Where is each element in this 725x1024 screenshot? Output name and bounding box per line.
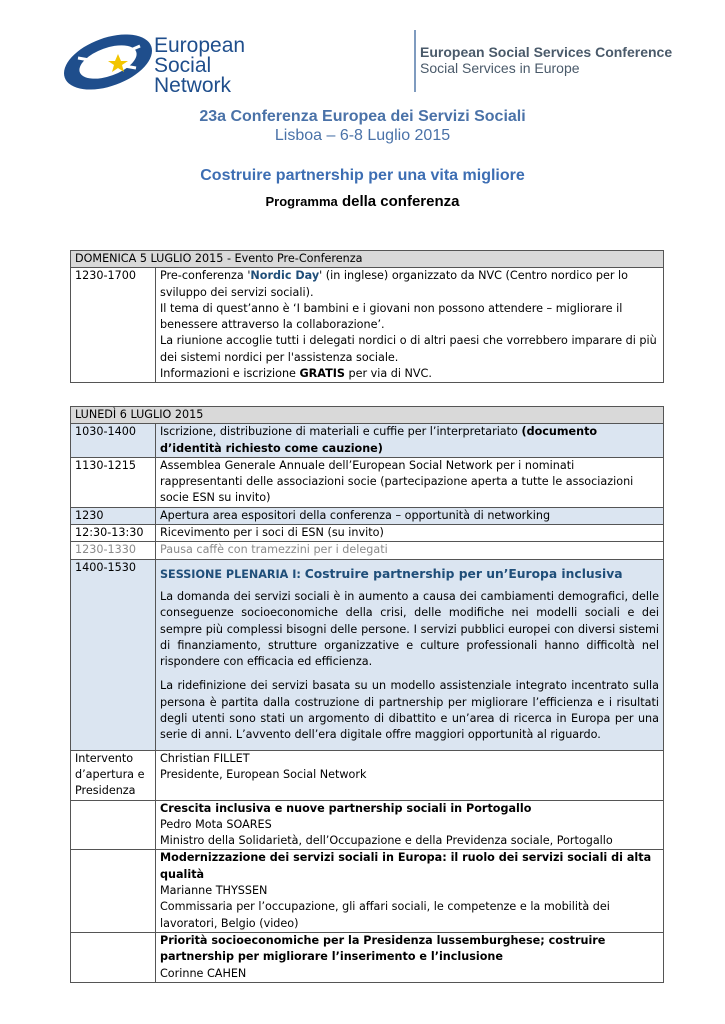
main-title: 23a Conferenza Europea dei Servizi Sociali xyxy=(199,108,526,125)
page-header xyxy=(0,0,725,110)
header-divider xyxy=(414,30,416,92)
nordic-day-label: Nordic Day xyxy=(250,269,320,283)
talk-title: Crescita inclusiva e nuove partnership sociali in Portogallo xyxy=(160,801,532,815)
talk-title: Priorità socioeconomiche per la Presidenza lussemburghese; costruire partnership per migliorare l’inserimento e l’inclusione xyxy=(160,933,606,964)
speaker-name: Marianne THYSSEN xyxy=(160,884,268,898)
table-row xyxy=(71,800,664,850)
text: ' (in inglese) organizzato da NVC (Centro nordico per lo sviluppo dei servizi sociali). xyxy=(160,269,629,299)
text: Il tema di quest’anno è ‘I bambini e i giovani non possono attendere – migliorare il benessere attraverso la collaborazione’. xyxy=(160,301,623,332)
programme-rest: della conferenza xyxy=(341,193,460,210)
logo-word-3: Network xyxy=(154,74,232,97)
time-cell: 1230 xyxy=(71,507,156,524)
speaker-role: Commissaria per l’occupazione, gli affari sociali, le competenze e la mobilità dei lavoratori, Belgio (video) xyxy=(160,900,610,930)
conference-title: European Social Services Conference xyxy=(420,44,673,60)
time-cell: 1030-1400 xyxy=(71,424,156,458)
speaker-role: Ministro della Solidarietà, dell’Occupazione e della Previdenza sociale, Portogallo xyxy=(160,834,613,848)
text: La riunione accoglie tutti i delegati nordici o di altri paesi che vorrebbero imparare di più dei sistemi nordici per l'assistenza sociale. xyxy=(160,334,657,364)
logo-word-1: European xyxy=(154,34,246,57)
conference-subtitle: Social Services in Europe xyxy=(420,60,580,76)
speaker-name: Christian FILLET xyxy=(160,751,250,765)
table-row xyxy=(71,542,664,559)
text: Pre-conferenza ' xyxy=(160,269,251,283)
monday-header: LUNEDÌ 6 LUGLIO 2015 xyxy=(71,407,664,424)
event-cell xyxy=(156,424,664,458)
speaker-name: Corinne CAHEN xyxy=(160,966,247,980)
session-title: Costruire partnership per un’Europa inclusiva xyxy=(304,566,623,581)
logo-wordmark xyxy=(154,36,245,96)
table-row xyxy=(71,850,664,932)
session-heading xyxy=(160,566,659,583)
event-cell: Apertura area espositori della conferenza – opportunità di networking xyxy=(156,507,664,524)
table-row xyxy=(71,424,664,458)
session-row xyxy=(71,559,664,750)
location-date: Lisboa – 6-8 Luglio 2015 xyxy=(274,127,451,144)
talk-cell xyxy=(156,800,664,850)
time-cell: 1230-1330 xyxy=(71,542,156,559)
speaker-cell xyxy=(156,750,664,800)
gratis-label: GRATIS xyxy=(299,367,345,381)
monday-table xyxy=(70,406,664,983)
text: per via di NVC. xyxy=(344,367,432,381)
sunday-table xyxy=(70,250,664,383)
table-row xyxy=(71,932,664,982)
table-row xyxy=(71,268,664,383)
talk-cell xyxy=(156,932,664,982)
session-paragraph: La domanda dei servizi sociali è in aumento a causa dei cambiamenti demografici, delle conseguenze socioeconomiche della crisi, delle modifiche nei modelli sociali e dei sempre più complessi bisogni delle persone. I servizi pubblici europei con diversi sistemi di finanziamento, strutture organizzative e culture professionali hanno difficoltà nel rispondere con efficacia ed efficienza. xyxy=(160,589,659,669)
table-row xyxy=(71,525,664,542)
logo-word-2: Social xyxy=(154,54,212,77)
table-row xyxy=(71,457,664,507)
event-cell: Pausa caffè con tramezzini per i delegati xyxy=(156,542,664,559)
table-row xyxy=(71,507,664,524)
conference-theme: Costruire partnership per una vita migliore xyxy=(200,167,525,184)
table-header-row xyxy=(71,251,664,268)
session-label: SESSIONE PLENARIA I: xyxy=(160,567,305,581)
sunday-header: DOMENICA 5 LUGLIO 2015 - Evento Pre-Conferenza xyxy=(71,251,664,268)
table-header-row xyxy=(71,407,664,424)
speaker-role: Presidente, European Social Network xyxy=(160,767,367,781)
time-cell: 1400-1530 xyxy=(71,559,156,750)
event-cell: Ricevimento per i soci di ESN (su invito) xyxy=(156,525,664,542)
programme-word: Programma xyxy=(265,194,338,209)
text: Iscrizione, distribuzione di materiali e cuffie per l’interpretariato xyxy=(160,425,522,439)
time-cell xyxy=(71,800,156,850)
time-cell: 12:30-13:30 xyxy=(71,525,156,542)
programme-heading xyxy=(0,193,725,210)
text: Informazioni e iscrizione xyxy=(160,367,300,381)
talk-cell xyxy=(156,850,664,932)
speaker-name: Pedro Mota SOARES xyxy=(160,817,272,831)
session-paragraph: La ridefinizione dei servizi basata su un modello assistenziale integrato incentrato sulla persona è partita dalla costruzione di partnership per migliorare l’efficienza e i risultati degli utenti sono stati un argomento di dibattito e un’area di ricerca in Europa per una serie di anni. L’avvento dell’era digitale offre maggiori opportunità al riguardo. xyxy=(160,679,659,742)
time-cell: 1230-1700 xyxy=(71,268,156,383)
bold-note: (documento d’identità richiesto come cauzione) xyxy=(160,425,598,455)
session-cell xyxy=(156,559,664,750)
opening-label: Intervento d’apertura e Presidenza xyxy=(71,750,156,800)
time-cell: 1130-1215 xyxy=(71,457,156,507)
nordic-day-cell xyxy=(156,268,664,383)
table-row xyxy=(71,750,664,800)
time-cell xyxy=(71,932,156,982)
event-cell: Assemblea Generale Annuale dell’European Social Network per i nominati rappresentanti delle associazioni socie (partecipazione aperta a tutte le associazioni socie ESN su invito) xyxy=(156,457,664,507)
time-cell xyxy=(71,850,156,932)
talk-title: Modernizzazione dei servizi sociali in Europa: il ruolo dei servizi sociali di alta qualità xyxy=(160,851,652,881)
